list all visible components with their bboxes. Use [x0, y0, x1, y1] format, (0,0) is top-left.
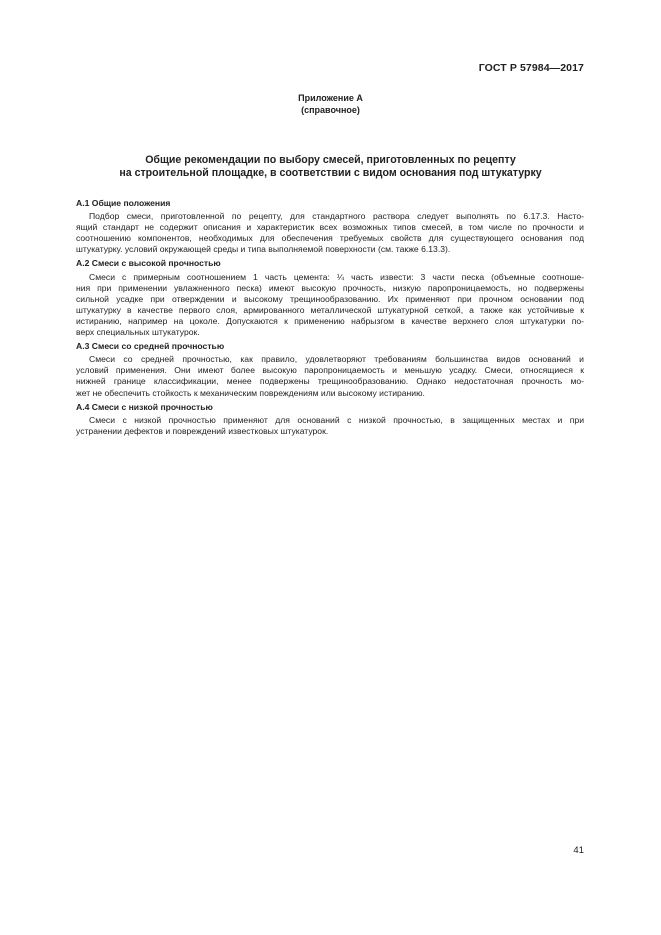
text-line: устранении дефектов и повреждений известковых штукатурок.: [76, 425, 329, 436]
document-body: [76, 198, 584, 440]
appendix-heading: [0, 93, 661, 116]
section-a2: [76, 258, 584, 338]
paragraph: [76, 415, 584, 437]
text-line: сильной усадке при отверждении и высокому трещинообразованию. Их применяют при прочном основании под: [76, 293, 584, 304]
text-line: штукатурку. условий окружающей среды и типа выполняемой поверхности (см. также 6.13.3).: [76, 244, 451, 255]
title-line-2: на строительной площадке, в соответствии с видом основания под штукатурку: [119, 167, 542, 179]
text-line: штукатурку в качестве первого слоя, армированного металлической штукатурной сеткой, а также как устойчивые к: [76, 304, 584, 315]
section-a1: [76, 198, 584, 255]
appendix-type: (справочное): [301, 104, 360, 115]
paragraph: [76, 272, 584, 339]
section-heading: А.1 Общие положения: [76, 198, 171, 208]
document-code: ГОСТ Р 57984—2017: [478, 62, 584, 74]
section-heading: А.3 Смеси со средней прочностью: [76, 341, 225, 352]
text-line: Смеси с примерным соотношением 1 часть цемента: ¼ часть извести: 3 части песка (объемные соотноше-: [89, 271, 584, 282]
section-heading: А.4 Смеси с низкой прочностью: [76, 401, 213, 412]
text-line: верх специальных штукатурок.: [76, 327, 200, 338]
title-line-1: Общие рекомендации по выбору смесей, приготовленных по рецепту: [145, 154, 516, 166]
section-heading: А.2 Смеси с высокой прочностью: [76, 258, 221, 269]
text-line: условий применения. Они имеют более высокую паропроницаемость и меньшую усадку. Смеси, относящиеся к: [76, 365, 584, 376]
text-line: нижней границе классификации, менее подвержены трещинообразованию. Однако недостаточная прочность мо-: [76, 376, 584, 387]
section-a3: [76, 341, 584, 398]
text-line: Смеси с низкой прочностью применяют для оснований с низкой прочностью, в защищенных местах и при: [89, 414, 584, 425]
text-line: соотношению компонентов, необходимых для обеспечения требуемых свойств для существующего основания под: [76, 233, 584, 244]
text-line: ния при применении увлажненного песка) имеют высокую прочность, низкую паропроницаемость, но подвержены: [76, 282, 584, 293]
text-line: Подбор смеси, приготовленной по рецепту, для стандартного раствора следует выполнять по 6.17.3. Насто-: [89, 211, 584, 222]
text-line: истиранию, например на цоколе. Допускаются к применению набрызгом в качестве верхнего слоя штукатурки по-: [76, 315, 584, 326]
text-line: Смеси со средней прочностью, как правило, удовлетворяют требованиям большинства видов оснований и: [89, 354, 584, 365]
paragraph: [76, 354, 584, 398]
page-number: 41: [573, 845, 584, 856]
text-line: жет не обеспечить стойкость к механическим повреждениям или высокому истиранию.: [76, 387, 425, 398]
appendix-label: Приложение А: [298, 93, 363, 103]
appendix-title: [0, 154, 661, 180]
section-a4: [76, 402, 584, 437]
paragraph: [76, 211, 584, 255]
text-line: ящий стандарт не содержит описания и характеристик всех возможных типов смесей, в том числе по прочности и: [76, 222, 584, 233]
